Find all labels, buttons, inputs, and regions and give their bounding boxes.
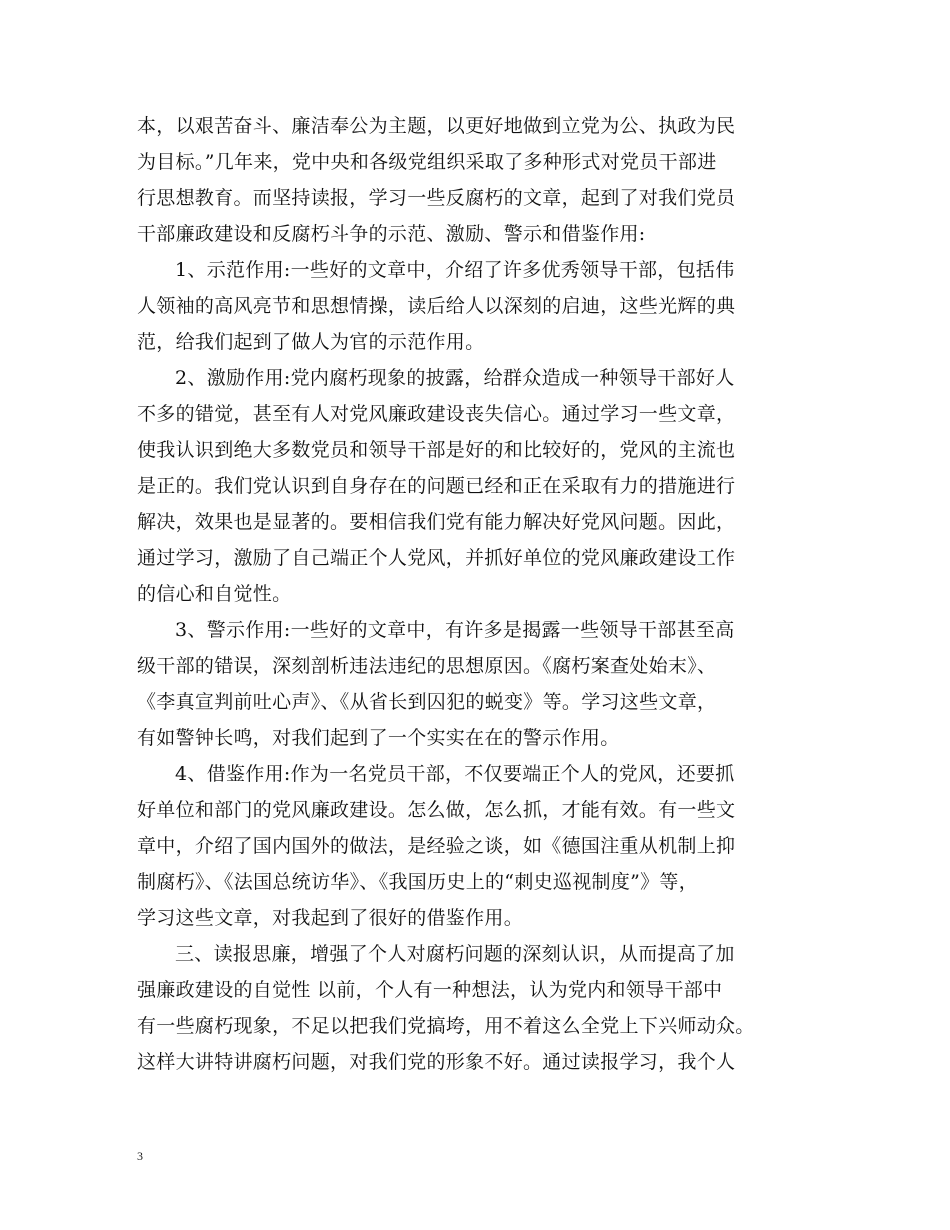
- text-line: 范，给我们起到了做人为官的示范作用。: [137, 331, 485, 353]
- text-line: 人领袖的高风亮节和思想情操，读后给人以深刻的启迪，这些光辉的典: [137, 295, 736, 317]
- text-line: 有一些腐朽现象，不足以把我们党搞垮，用不着这么全党上下兴师动众。: [137, 1015, 755, 1037]
- text-line: 干部廉政建设和反腐朽斗争的示范、激励、警示和借鉴作用:: [137, 223, 646, 245]
- text-line: 章中，介绍了国内国外的做法，是经验之谈，如《德国注重从机制上抑: [137, 835, 736, 857]
- text-line: 3、警示作用:一些好的文章中，有许多是揭露一些领导干部甚至高: [175, 619, 735, 641]
- text-line: 1、示范作用:一些好的文章中，介绍了许多优秀领导干部，包括伟: [175, 259, 735, 281]
- text-line: 是正的。我们党认识到自身存在的问题已经和正在采取有力的措施进行: [137, 475, 736, 497]
- text-line: 2、激励作用:党内腐朽现象的披露，给群众造成一种领导干部好人: [175, 367, 735, 389]
- text-line: 通过学习，激励了自己端正个人党风，并抓好单位的党风廉政建设工作: [137, 547, 736, 569]
- text-line: 解决，效果也是显著的。要相信我们党有能力解决好党风问题。因此，: [137, 511, 736, 533]
- text-line: 4、借鉴作用:作为一名党员干部，不仅要端正个人的党风，还要抓: [175, 763, 735, 785]
- text-line: 不多的错觉，甚至有人对党风廉政建设丧失信心。通过学习一些文章，: [137, 403, 736, 425]
- text-line: 好单位和部门的党风廉政建设。怎么做，怎么抓，才能有效。有一些文: [137, 799, 736, 821]
- text-line: 学习这些文章，对我起到了很好的借鉴作用。: [137, 907, 524, 929]
- text-line: 使我认识到绝大多数党员和领导干部是好的和比较好的，党风的主流也: [137, 439, 736, 461]
- text-line: 有如警钟长鸣，对我们起到了一个实实在在的警示作用。: [137, 727, 620, 749]
- text-line: 本，以艰苦奋斗、廉洁奉公为主题，以更好地做到立党为公、执政为民: [137, 115, 736, 137]
- document-body: [137, 108, 827, 1080]
- text-line: 的信心和自觉性。: [137, 583, 292, 605]
- text-line: 这样大讲特讲腐朽问题，对我们党的形象不好。通过读报学习，我个人: [137, 1051, 736, 1073]
- text-line: 三、读报思廉，增强了个人对腐朽问题的深刻认识，从而提高了加: [175, 943, 735, 965]
- text-line: 强廉政建设的自觉性 以前，个人有一种想法，认为党内和领导干部中: [137, 979, 723, 1001]
- text-line: 行思想教育。而坚持读报，学习一些反腐朽的文章，起到了对我们党员: [137, 187, 736, 209]
- text-line: 为目标。”几年来，党中央和各级党组织采取了多种形式对党员干部进: [137, 151, 717, 173]
- text-line: 《李真宣判前吐心声》、《从省长到囚犯的蜕变》等。学习这些文章，: [137, 691, 717, 713]
- page-number: 3: [137, 1149, 143, 1163]
- text-line: 制腐朽》、《法国总统访华》、《我国历史上的“刺史巡视制度”》等，: [137, 871, 699, 893]
- text-line: 级干部的错误，深刻剖析违法违纪的思想原因。《腐朽案查处始末》、: [137, 655, 717, 677]
